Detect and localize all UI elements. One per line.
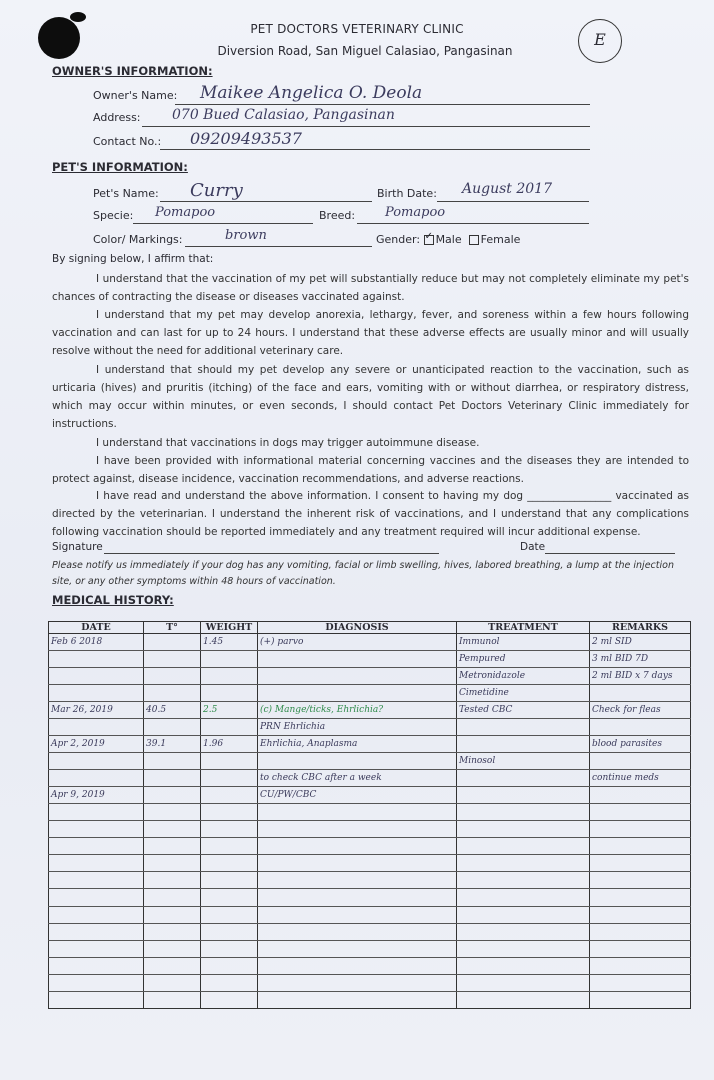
table-row [49, 685, 691, 702]
table-cell [457, 906, 590, 923]
breed-value: Pomapoo [385, 205, 446, 220]
consent-paragraph-2: I understand that my pet may develop anorexia, lethargy, fever, and soreness within a few hours following vaccination and can last for up to 24 hours. I understand that these adverse effects are usually minor and will usually resolve without the need for additional veterinary care. [52, 309, 689, 357]
table-cell [457, 974, 590, 991]
table-cell [201, 770, 258, 787]
table-row [49, 991, 691, 1008]
table-cell [258, 685, 457, 702]
table-cell [49, 940, 144, 957]
table-cell: PRN Ehrlichia [258, 719, 457, 736]
consent-paragraph-3: I understand that should my pet develop any severe or unanticipated reaction to the vaccination, such as urticaria (hives) and pruritis (itching) of the face and ears, vomiting with or without diarrhea, or respiratory distress, which may occur within minutes, or even seconds, I should contact Pet Doctors Veterinary Clinic immediately for instructions. [52, 364, 689, 430]
table-cell [590, 821, 691, 838]
table-cell [144, 634, 201, 651]
table-cell [258, 804, 457, 821]
table-cell [201, 838, 258, 855]
table-cell [590, 923, 691, 940]
table-cell [49, 651, 144, 668]
table-cell: 2 ml SID [590, 634, 691, 651]
table-row [49, 668, 691, 685]
color-line [185, 246, 372, 247]
table-row [49, 821, 691, 838]
table-cell [457, 923, 590, 940]
specie-value: Pomapoo [155, 205, 216, 220]
male-checkbox[interactable]: ✓ [424, 235, 434, 245]
col-date-header: DATE [49, 622, 144, 634]
table-cell: Immunol [457, 634, 590, 651]
table-cell: Feb 6 2018 [49, 634, 144, 651]
table-cell [590, 787, 691, 804]
owner-name-line [175, 104, 590, 105]
table-cell [144, 872, 201, 889]
table-cell [258, 889, 457, 906]
table-cell [590, 685, 691, 702]
signature-label: Signature [52, 541, 103, 553]
address-line [142, 126, 590, 127]
table-cell [258, 872, 457, 889]
table-cell [144, 855, 201, 872]
table-cell [49, 923, 144, 940]
table-cell [201, 923, 258, 940]
pet-name-label: Pet's Name: [93, 187, 159, 200]
clinic-name: PET DOCTORS VETERINARY CLINIC [250, 22, 464, 36]
table-cell [201, 804, 258, 821]
table-cell [201, 855, 258, 872]
table-cell: 40.5 [144, 702, 201, 719]
table-row [49, 974, 691, 991]
owner-name-value: Maikee Angelica O. Deola [200, 83, 423, 103]
table-row [49, 651, 691, 668]
table-cell: to check CBC after a week [258, 770, 457, 787]
table-row [49, 923, 691, 940]
table-cell [144, 719, 201, 736]
vaccination-notice: Please notify us immediately if your dog has any vomiting, facial or limb swelling, hives, labored breathing, a lump at the injection site, or any other symptoms within 48 hours of vaccination. [52, 560, 674, 587]
table-cell: CU/PW/CBC [258, 787, 457, 804]
pet-section-title: PET'S INFORMATION: [52, 160, 188, 174]
medical-history-title: MEDICAL HISTORY: [52, 593, 174, 607]
table-cell: Cimetidine [457, 685, 590, 702]
female-label: Female [480, 233, 521, 246]
table-cell [590, 940, 691, 957]
birth-date-value: August 2017 [462, 181, 552, 197]
circled-mark-letter: E [594, 30, 606, 49]
address-label: Address: [93, 111, 141, 124]
table-cell [49, 804, 144, 821]
table-cell: Apr 9, 2019 [49, 787, 144, 804]
owner-section-title: OWNER'S INFORMATION: [52, 64, 213, 78]
pet-name-value: Curry [190, 180, 243, 201]
col-diagnosis-header: DIAGNOSIS [258, 622, 457, 634]
table-cell [144, 838, 201, 855]
gender-label: Gender: [376, 233, 421, 246]
table-cell: blood parasites [590, 736, 691, 753]
table-cell [144, 770, 201, 787]
table-cell [258, 957, 457, 974]
consent-paragraph-6: I have read and understand the above information. I consent to having my dog ________________ vaccinated as directed by the veterinarian. I understand the inherent risk of vaccinations, and I understand that any complications following vaccination should be reported immediately and any treatment required will incur additional expense. [52, 490, 689, 538]
table-cell [201, 940, 258, 957]
table-cell [201, 753, 258, 770]
table-cell [144, 991, 201, 1008]
table-cell [258, 838, 457, 855]
table-cell [258, 753, 457, 770]
table-cell [590, 804, 691, 821]
table-cell [590, 719, 691, 736]
table-cell [49, 719, 144, 736]
table-cell [258, 906, 457, 923]
table-row [49, 804, 691, 821]
table-cell: (c) Mange/ticks, Ehrlichia? [258, 702, 457, 719]
table-body [49, 634, 691, 1009]
table-cell [201, 719, 258, 736]
table-row [49, 838, 691, 855]
table-cell [258, 668, 457, 685]
signature-line[interactable] [104, 553, 439, 554]
table-cell [201, 872, 258, 889]
table-cell [457, 957, 590, 974]
specie-label: Specie: [93, 209, 134, 222]
address-value: 070 Bued Calasiao, Pangasinan [172, 107, 395, 123]
table-cell [457, 719, 590, 736]
table-cell: Ehrlichia, Anaplasma [258, 736, 457, 753]
table-row [49, 634, 691, 651]
table-cell: 39.1 [144, 736, 201, 753]
table-cell [258, 855, 457, 872]
table-cell [144, 974, 201, 991]
contact-line [160, 149, 590, 150]
table-cell [144, 753, 201, 770]
table-row [49, 770, 691, 787]
consent-paragraph-5: I have been provided with informational material concerning vaccines and the diseases they are intended to protect against, disease incidence, vaccination recommendations, and adverse reactions. [52, 455, 689, 485]
table-cell: (+) parvo [258, 634, 457, 651]
table-cell [590, 855, 691, 872]
contact-value: 09209493537 [190, 129, 302, 148]
table-row [49, 889, 691, 906]
medical-history-table [48, 621, 691, 1009]
male-label: Male [435, 233, 462, 246]
owner-name-label: Owner's Name: [93, 89, 178, 102]
table-cell [49, 668, 144, 685]
table-cell: 3 ml BID 7D [590, 651, 691, 668]
table-cell [201, 974, 258, 991]
table-cell [457, 770, 590, 787]
col-temp-header: T° [144, 622, 201, 634]
table-cell [49, 872, 144, 889]
table-cell [258, 974, 457, 991]
date-label: Date [520, 541, 546, 553]
gender-field [376, 233, 520, 246]
table-cell [201, 685, 258, 702]
table-cell [144, 889, 201, 906]
table-cell [457, 838, 590, 855]
table-cell [201, 906, 258, 923]
table-cell [49, 906, 144, 923]
birth-date-line [437, 201, 589, 202]
table-cell [457, 991, 590, 1008]
circled-mark [578, 19, 622, 63]
specie-line [133, 223, 313, 224]
table-cell [457, 787, 590, 804]
table-header-row [49, 622, 691, 634]
table-cell [201, 957, 258, 974]
date-line[interactable] [545, 553, 675, 554]
table-row [49, 940, 691, 957]
table-cell [258, 821, 457, 838]
table-cell [49, 753, 144, 770]
table-cell [49, 855, 144, 872]
clinic-address: Diversion Road, San Miguel Calasiao, Pangasinan [217, 44, 513, 58]
table-cell [258, 940, 457, 957]
table-cell [457, 736, 590, 753]
table-cell [258, 923, 457, 940]
col-remarks-header: REMARKS [590, 622, 691, 634]
table-cell: 1.45 [201, 634, 258, 651]
table-cell [144, 787, 201, 804]
table-cell [457, 889, 590, 906]
table-cell [590, 889, 691, 906]
table-row [49, 719, 691, 736]
table-row [49, 855, 691, 872]
table-row [49, 787, 691, 804]
table-cell [49, 889, 144, 906]
pet-name-line [160, 201, 372, 202]
table-cell [201, 787, 258, 804]
table-cell [49, 957, 144, 974]
table-cell [144, 668, 201, 685]
female-checkbox[interactable] [469, 235, 479, 245]
table-cell [457, 872, 590, 889]
table-cell: Check for fleas [590, 702, 691, 719]
table-cell [49, 821, 144, 838]
table-cell [258, 651, 457, 668]
table-cell [144, 804, 201, 821]
table-cell [590, 753, 691, 770]
table-cell [201, 821, 258, 838]
consent-intro: By signing below, I affirm that: [52, 253, 214, 265]
table-cell [201, 651, 258, 668]
table-cell [201, 991, 258, 1008]
table-cell: Minosol [457, 753, 590, 770]
col-weight-header: WEIGHT [201, 622, 258, 634]
table-row [49, 702, 691, 719]
table-cell [144, 923, 201, 940]
table-cell: Metronidazole [457, 668, 590, 685]
table-cell [457, 940, 590, 957]
table-cell [590, 991, 691, 1008]
table-cell: Pempured [457, 651, 590, 668]
ink-blot-small [70, 12, 86, 22]
table-cell [49, 685, 144, 702]
table-cell [144, 651, 201, 668]
table-cell [258, 991, 457, 1008]
table-cell [144, 906, 201, 923]
table-cell [49, 991, 144, 1008]
table-cell: Apr 2, 2019 [49, 736, 144, 753]
table-cell: Mar 26, 2019 [49, 702, 144, 719]
table-cell [457, 855, 590, 872]
table-cell [201, 889, 258, 906]
table-cell: 2 ml BID x 7 days [590, 668, 691, 685]
table-cell: continue meds [590, 770, 691, 787]
table-cell [590, 974, 691, 991]
table-cell: 2.5 [201, 702, 258, 719]
table-row [49, 736, 691, 753]
table-cell [457, 821, 590, 838]
table-cell [144, 821, 201, 838]
table-cell [49, 838, 144, 855]
table-cell [590, 957, 691, 974]
birth-date-label: Birth Date: [377, 187, 437, 200]
table-cell: Tested CBC [457, 702, 590, 719]
table-cell [49, 770, 144, 787]
table-cell [590, 906, 691, 923]
col-treatment-header: TREATMENT [457, 622, 590, 634]
color-label: Color/ Markings: [93, 233, 183, 246]
contact-label: Contact No.: [93, 135, 162, 148]
table-cell [590, 838, 691, 855]
table-row [49, 906, 691, 923]
table-row [49, 872, 691, 889]
breed-label: Breed: [319, 209, 356, 222]
breed-line [357, 223, 589, 224]
color-value: brown [225, 228, 267, 243]
table-cell [201, 668, 258, 685]
table-row [49, 753, 691, 770]
table-cell [457, 804, 590, 821]
table-cell [590, 872, 691, 889]
table-cell [144, 940, 201, 957]
table-cell: 1.96 [201, 736, 258, 753]
table-cell [144, 685, 201, 702]
table-cell [49, 974, 144, 991]
consent-paragraph-1: I understand that the vaccination of my pet will substantially reduce but may not completely eliminate my pet's chances of contracting the disease or diseases vaccinated against. [52, 273, 689, 303]
table-row [49, 957, 691, 974]
table-cell [144, 957, 201, 974]
consent-paragraph-4: I understand that vaccinations in dogs may trigger autoimmune disease. [96, 437, 480, 449]
